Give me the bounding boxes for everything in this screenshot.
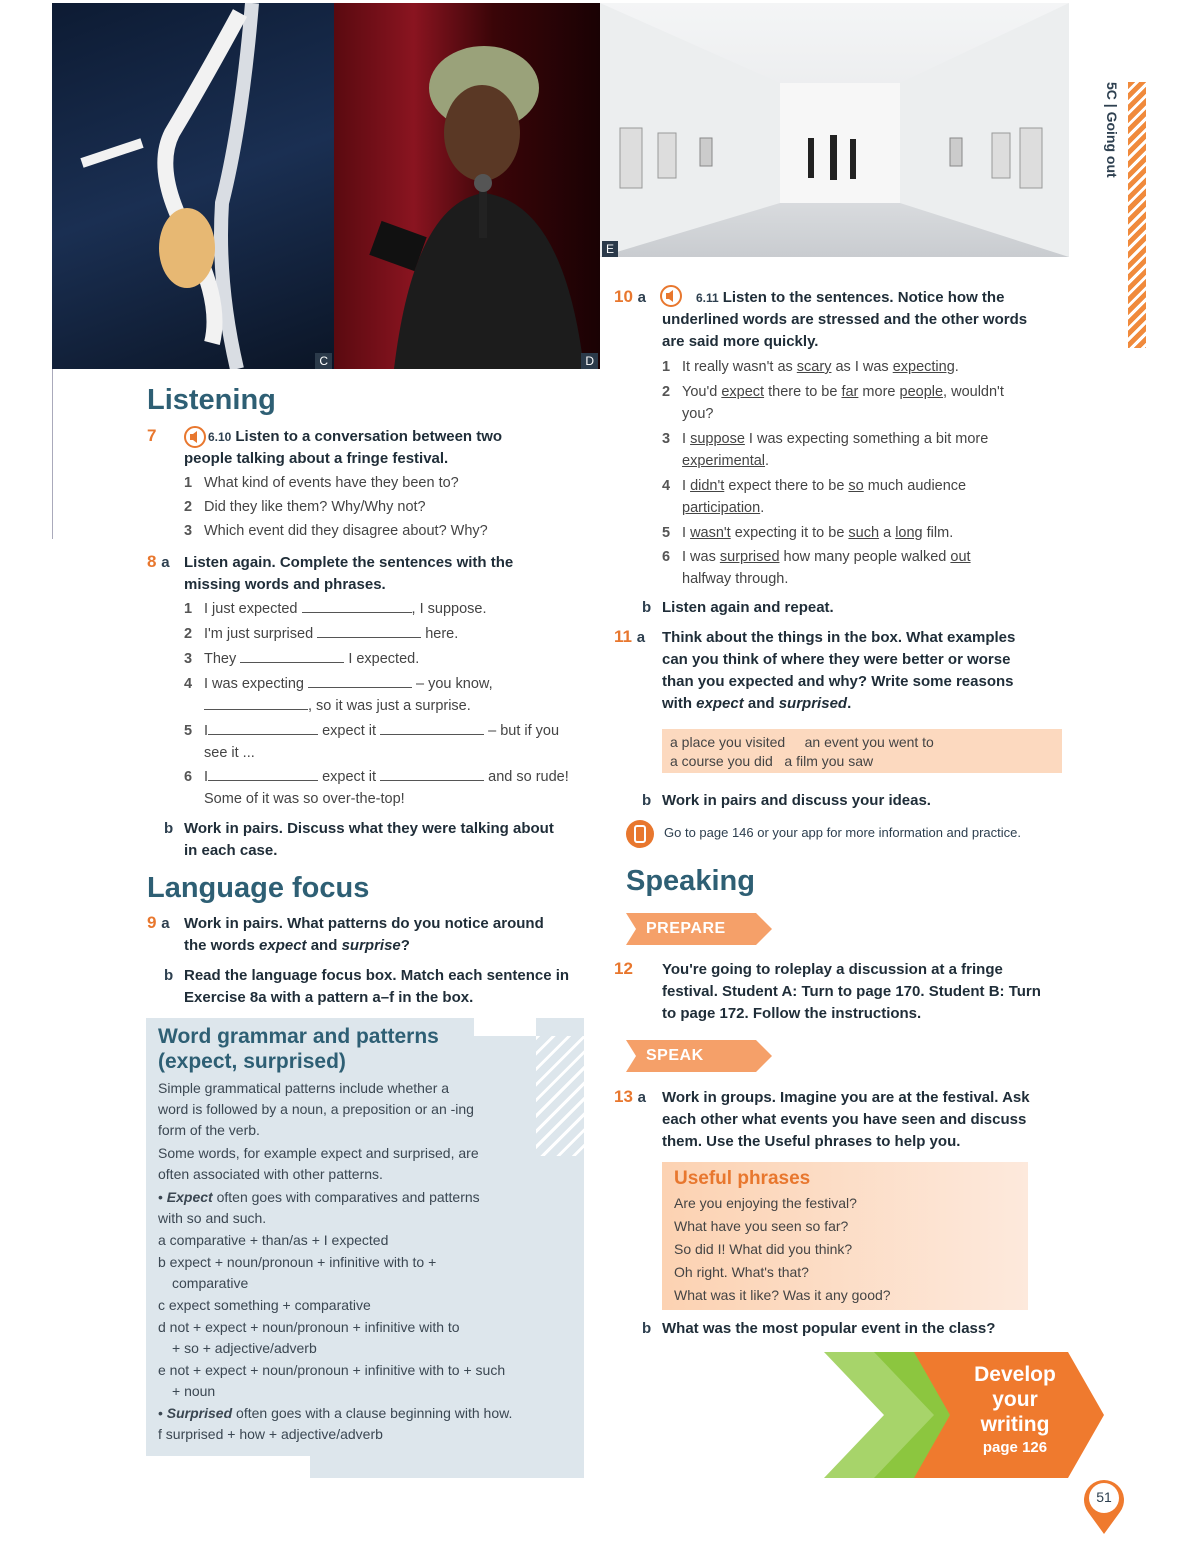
q11-box-row-2: a course you did a film you saw (670, 753, 874, 769)
answer-blank[interactable] (302, 598, 412, 613)
q7-item-1: 1 What kind of events have they been to? (184, 475, 459, 491)
grammar-box-notch-bottom (146, 1456, 310, 1478)
q10-item-4-cont: participation. (682, 500, 765, 516)
q10-number: 10 a (614, 287, 646, 306)
q7-instruction-2: people talking about a fringe festival. (184, 450, 449, 468)
answer-blank[interactable] (317, 623, 421, 638)
q10b-instruction: Listen again and repeat. (662, 599, 834, 616)
audio-icon[interactable] (660, 285, 682, 307)
q10-item-5: 5 I wasn't expecting it to be such a long film. (662, 525, 954, 541)
page-number: 51 (1096, 1489, 1112, 1505)
useful-phrase: What have you seen so far? (674, 1218, 849, 1234)
answer-blank[interactable] (380, 766, 484, 781)
q7-number: 7 (147, 426, 157, 445)
q10-item-6-cont: halfway through. (682, 571, 789, 587)
develop-writing-text[interactable]: Develop your writing page 126 (974, 1363, 1056, 1456)
grammar-box-body: Simple grammatical patterns include whether a word is followed by a noun, a preposition or an -ing form of the verb. Some words, for example expect and surprised, are often associated with other patterns. • Expect often goes with comparatives and patterns with so and such. a comparative + than/as + I expected b expect + noun/pronoun + infinitive with to + comparative c expect something + comparative d not + expect + noun/pronoun + infinitive with to + so + adjective/adverb e not + expect + noun/pronoun + infinitive with to + such + noun • Surprised often goes with a clause beginning with how. f surprised + how + adjective/adverb (158, 1080, 513, 1442)
photo-gallery (600, 3, 1069, 257)
q12-instruction: You're going to roleplay a discussion at a fringe festival. Student A: Turn to page 170. Student B: Turn to page 172. Follow the instructions. (662, 961, 1041, 1022)
q8a-instruction: Listen again. Complete the sentences with the missing words and phrases. (184, 554, 514, 593)
q8a-item-6: 6 I expect it and so rude! (184, 766, 569, 788)
photo-label-d: D (581, 353, 598, 369)
q10-item-2-cont: you? (682, 406, 714, 422)
grammar-box-title: Word grammar and patterns (expect, surprised) (158, 1025, 439, 1073)
answer-blank[interactable] (308, 673, 412, 688)
q10-item-2: 2 You'd expect there to be far more people, wouldn't (662, 384, 1004, 400)
useful-phrases-title: Useful phrases (674, 1168, 811, 1189)
q7-instruction-1: Listen to a conversation between two (235, 428, 503, 445)
goto-practice-link[interactable]: Go to page 146 or your app for more information and practice. (664, 825, 1021, 840)
q9b-letter: b (164, 967, 174, 984)
speaking-heading: Speaking (626, 865, 755, 897)
q10-item-3: 3 I suppose I was expecting something a bit more (662, 431, 989, 447)
useful-phrase: So did I! What did you think? (674, 1241, 853, 1257)
q8b-instruction: Work in pairs. Discuss what they were talking about in each case. (184, 820, 554, 859)
q10-item-1: 1 It really wasn't as scary as I was expecting. (662, 359, 959, 375)
q12-number: 12 (614, 959, 633, 978)
q13b-instruction: What was the most popular event in the class? (662, 1320, 996, 1337)
q8b-letter: b (164, 820, 174, 837)
q13b-letter: b (642, 1320, 652, 1337)
photo-poet (334, 3, 600, 369)
q8a-item-4: 4 I was expecting – you know, (184, 673, 493, 695)
q8a-item-4-cont: , so it was just a surprise. (204, 695, 471, 717)
q11a-instruction: Think about the things in the box. What examples can you think of where they were better or worse than you expected and why? Write some reasons with expect and surprised. (662, 629, 1016, 712)
q13-number: 13 a (614, 1087, 646, 1106)
speak-tag: SPEAK (626, 1040, 772, 1072)
unit-side-tab (1128, 82, 1146, 348)
q11-number: 11 a (614, 627, 646, 646)
margin-rule (52, 369, 53, 539)
listening-heading: Listening (147, 384, 276, 416)
q10-item-6: 6 I was surprised how many people walked out (662, 549, 971, 565)
photo-label-e: E (602, 241, 618, 257)
phone-app-icon[interactable] (625, 819, 655, 849)
q10b-letter: b (642, 599, 652, 616)
q8a-item-5-cont: see it ... (204, 745, 255, 761)
answer-blank[interactable] (240, 648, 344, 663)
q10-item-3-cont: experimental. (682, 453, 770, 469)
q8a-item-1: 1 I just expected , I suppose. (184, 598, 487, 620)
unit-side-label: 5C | Going out (1104, 82, 1120, 178)
prepare-tag: PREPARE (626, 913, 772, 945)
language-focus-heading: Language focus (147, 872, 370, 904)
answer-blank[interactable] (208, 766, 318, 781)
q9b-instruction: Read the language focus box. Match each sentence in Exercise 8a with a pattern a–f in the box. (184, 967, 570, 1006)
q7-instruction (184, 426, 594, 470)
q11b-instruction: Work in pairs and discuss your ideas. (662, 792, 931, 809)
useful-phrase: Oh right. What's that? (674, 1264, 809, 1280)
q8-number: 8 a (147, 552, 170, 571)
q11b-letter: b (642, 792, 652, 809)
q8a-item-5: 5 I expect it – but if you (184, 720, 559, 742)
answer-blank[interactable] (380, 720, 484, 735)
q8a-item-3: 3 They I expected. (184, 648, 419, 670)
q10-item-4: 4 I didn't expect there to be so much audience (662, 478, 967, 494)
aerial-dancer-illustration (52, 3, 334, 369)
q11-box-row-1: a place you visited an event you went to (670, 734, 934, 750)
grammar-box-notch (474, 1018, 536, 1036)
q13a-instruction: Work in groups. Imagine you are at the festival. Ask each other what events you have seen and discuss them. Use the Useful phrases to help you. (662, 1089, 1030, 1150)
answer-blank[interactable] (208, 720, 318, 735)
gallery-illustration (600, 3, 1069, 257)
photo-aerial-dancer (52, 3, 334, 369)
answer-blank[interactable] (204, 695, 308, 710)
photo-label-c: C (315, 353, 332, 369)
useful-phrase: What was it like? Was it any good? (674, 1287, 891, 1303)
q10a-instruction: 6.11 Listen to the sentences. Notice how the underlined words are stressed and the other words are said more quickly. (662, 287, 1072, 353)
audio-icon[interactable] (184, 426, 206, 448)
q7-track: 6.10 (208, 430, 232, 444)
q8a-item-2: 2 I'm just surprised here. (184, 623, 458, 645)
q8a-item-6-cont: Some of it was so over-the-top! (204, 791, 405, 807)
q9-number: 9 a (147, 913, 170, 932)
useful-phrase: Are you enjoying the festival? (674, 1195, 857, 1211)
q9a-instruction: Work in pairs. What patterns do you notice around the words expect and surprise? (184, 915, 544, 954)
q7-item-3: 3 Which event did they disagree about? Why? (184, 523, 488, 539)
poet-illustration (334, 3, 600, 369)
q7-item-2: 2 Did they like them? Why/Why not? (184, 499, 426, 515)
